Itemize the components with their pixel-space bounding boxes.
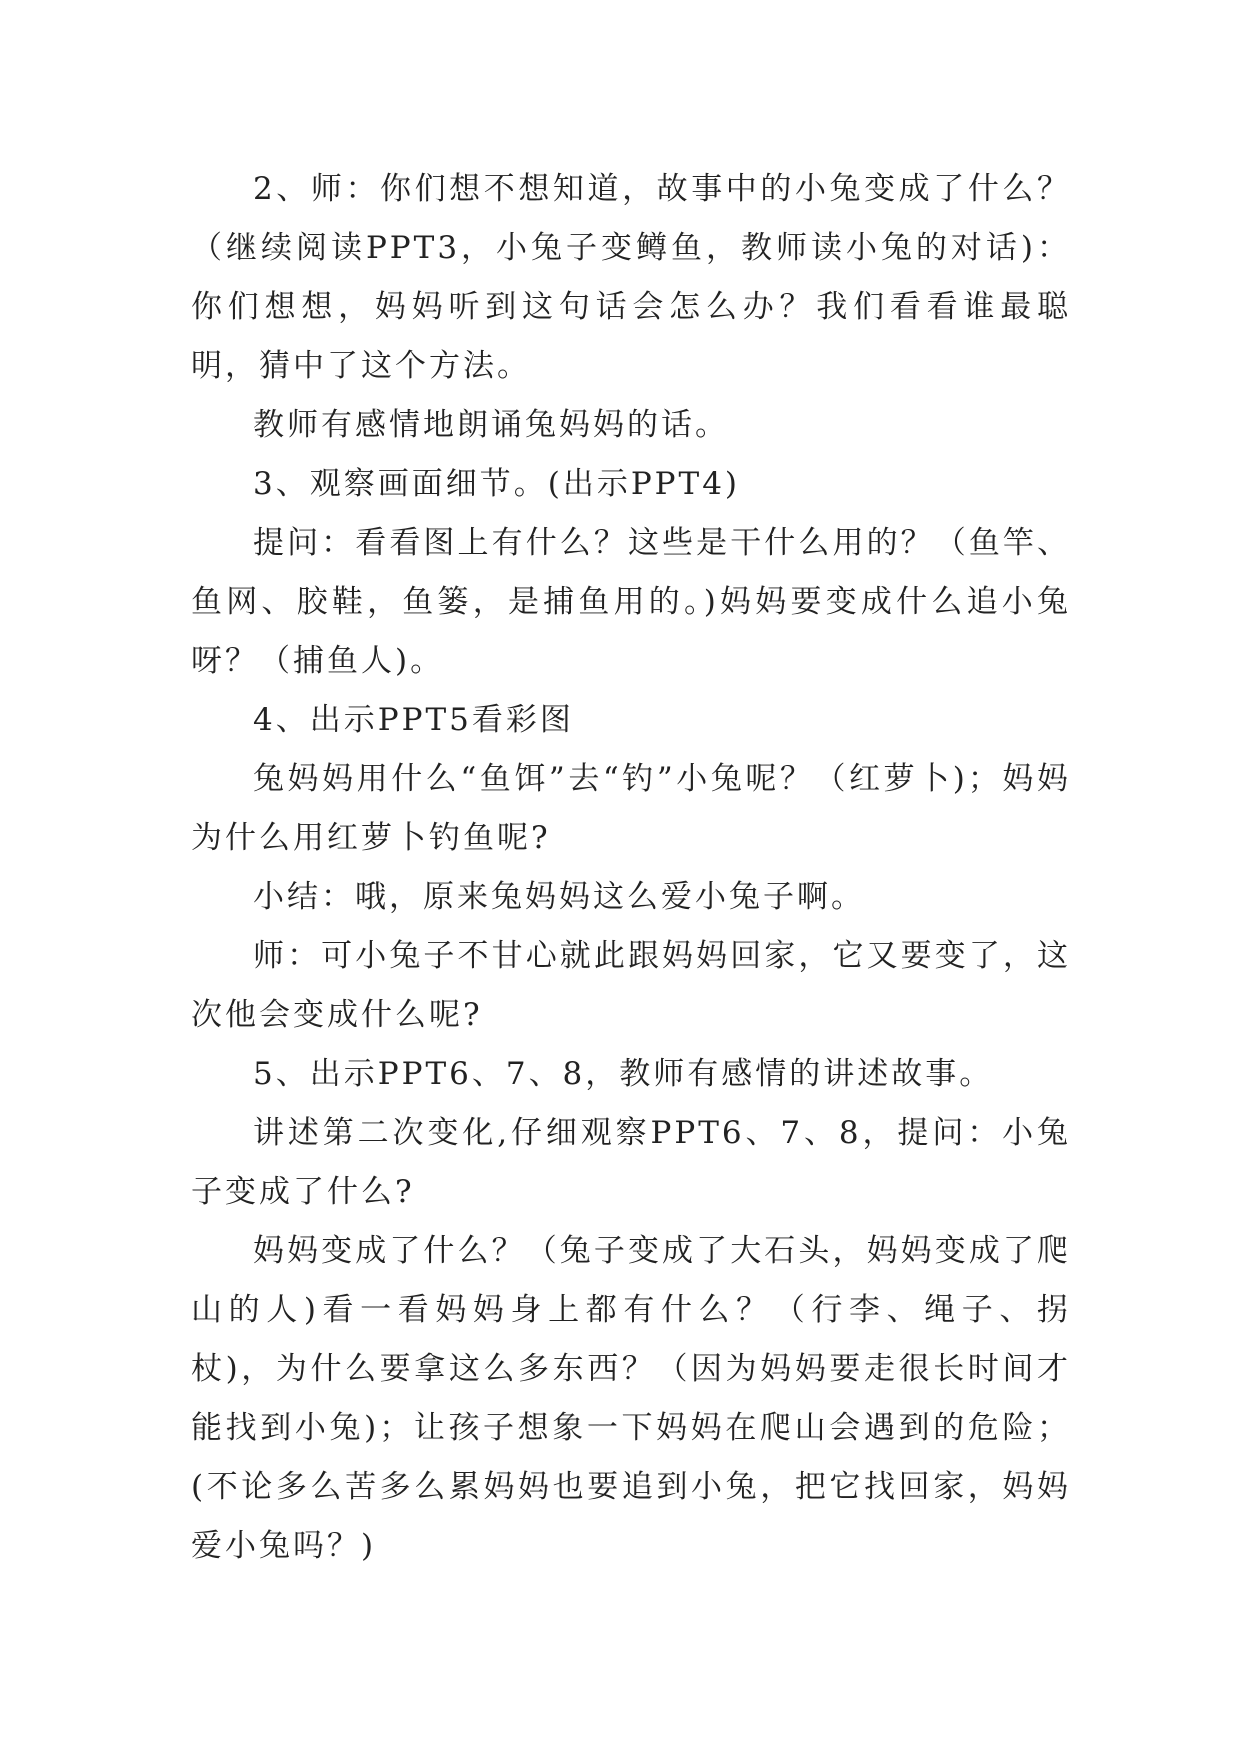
paragraph-8: 师：可小兔子不甘心就此跟妈妈回家，它又要变了，这次他会变成什么呢? (191, 938, 1071, 1033)
paragraph-7: 小结：哦，原来兔妈妈这么爱小兔子啊。 (253, 879, 865, 915)
paragraph-5: 4、出示PPT5看彩图 (253, 702, 574, 738)
paragraph-10: 讲述第二次变化,仔细观察PPT6、7、8，提问：小兔子变成了什么? (191, 1115, 1071, 1210)
paragraph-3: 3、观察画面细节。(出示PPT4) (253, 466, 741, 502)
document-body (191, 160, 1071, 1576)
paragraph-6: 兔妈妈用什么“鱼饵”去“钓”小兔呢？（红萝卜)；妈妈为什么用红萝卜钓鱼呢? (191, 761, 1071, 856)
paragraph-11: 妈妈变成了什么？（兔子变成了大石头，妈妈变成了爬山的人)看一看妈妈身上都有什么？（行李、绳子、拐杖)，为什么要拿这么多东西？（因为妈妈要走很长时间才能找到小兔)；让孩子想象一下妈妈在爬山会遇到的危险；(不论多么苦多么累妈妈也要追到小兔，把它找回家，妈妈爱小兔吗？) (191, 1233, 1071, 1564)
paragraph-4: 提问：看看图上有什么？这些是干什么用的？（鱼竿、鱼网、胶鞋，鱼篓，是捕鱼用的。)妈妈要变成什么追小兔呀？（捕鱼人)。 (191, 525, 1071, 679)
paragraph-2: 教师有感情地朗诵兔妈妈的话。 (253, 407, 729, 443)
paragraph-9: 5、出示PPT6、7、8，教师有感情的讲述故事。 (253, 1056, 994, 1092)
paragraph-1: 2、师：你们想不想知道，故事中的小兔变成了什么？（继续阅读PPT3，小兔子变鳟鱼，教师读小兔的对话)：你们想想，妈妈听到这句话会怎么办？我们看看谁最聪明，猜中了这个方法。 (191, 171, 1071, 384)
